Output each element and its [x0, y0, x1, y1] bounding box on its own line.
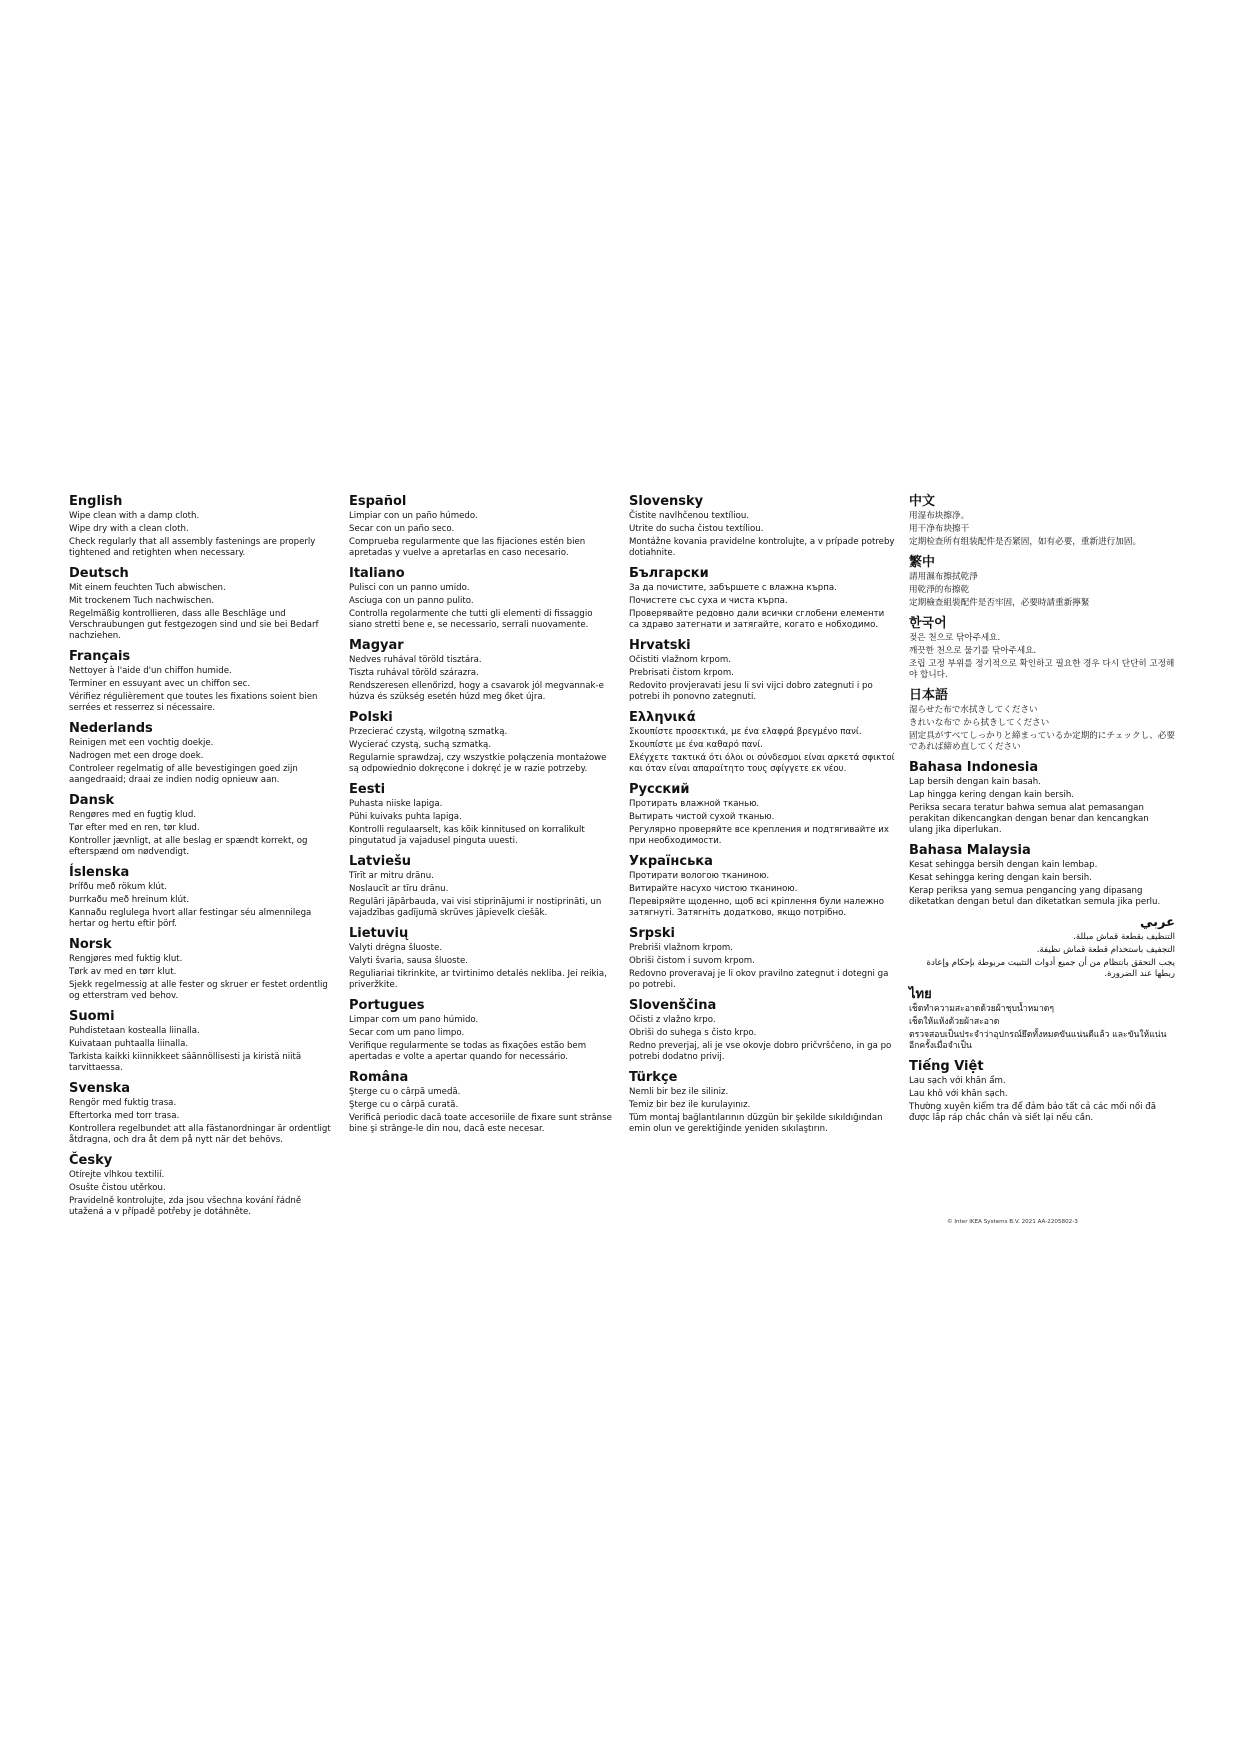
instruction-line: Montážne kovania pravidelne kontrolujte, a v prípade potreby dotiahnite.: [629, 537, 895, 558]
language-section: [909, 843, 1175, 908]
instruction-line: Secar con un paño seco.: [349, 524, 455, 534]
instruction-line: 깨끗한 천으로 물기를 닦아주세요.: [909, 646, 1037, 656]
language-heading: عربي: [1139, 915, 1175, 930]
language-section: [909, 494, 1175, 548]
instruction-line: Kannaðu reglulega hvort allar festingar séu almennilega hertar og hertu eftir þörf.: [69, 908, 312, 929]
instruction-line: 조립 고정 부위를 정기적으로 확인하고 필요한 경우 다시 단단히 고정해야 합니다.: [909, 659, 1175, 680]
language-heading: Srpski: [629, 926, 675, 941]
language-section: [349, 854, 615, 919]
instruction-line: 젖은 천으로 닦아주세요.: [909, 633, 1001, 643]
instruction-line: Controlla regolarmente che tutti gli elementi di fissaggio siano stretti bene e, se necessario, serrali nuovamente.: [349, 609, 593, 630]
language-heading: Suomi: [69, 1009, 115, 1024]
language-section: [69, 566, 335, 642]
language-heading: Bahasa Malaysia: [909, 843, 1031, 858]
instruction-line: Mit trockenem Tuch nachwischen.: [69, 596, 215, 606]
instruction-line: Протирати вологою тканиною.: [629, 871, 770, 881]
language-section: [629, 494, 895, 559]
instruction-line: Regelmäßig kontrollieren, dass alle Beschläge und Verschraubungen gut festgezogen sind und sie bei Bedarf nachziehen.: [69, 609, 319, 641]
instruction-line: Kerap periksa yang semua pengancing yang dipasang diketatkan dengan betul dan diketatkan semula jika perlu.: [909, 886, 1161, 907]
instruction-line: 定期檢查組裝配件是否牢固，必要時請重新擰緊: [909, 598, 1090, 608]
column-4: [909, 494, 1189, 1225]
instruction-line: Þrífðu með rökum klút.: [69, 882, 168, 892]
instruction-line: Vérifiez régulièrement que toutes les fixations soient bien serrées et resserrez si nécessaire.: [69, 692, 318, 713]
instruction-line: Reguliariai tikrinkite, ar tvirtinimo detalės nekliba. Jei reikia, priveržkite.: [349, 969, 607, 990]
language-section: [69, 1153, 335, 1218]
instruction-line: Nedves ruhával töröld tisztára.: [349, 655, 482, 665]
instruction-line: Obriši do suhega s čisto krpo.: [629, 1028, 757, 1038]
instruction-line: Osušte čistou utěrkou.: [69, 1183, 166, 1193]
instruction-line: Pravidelně kontrolujte, zda jsou všechna kování řádně utažená a v případě potřeby je dotáhněte.: [69, 1196, 302, 1217]
instruction-line: Tüm montaj bağlantılarının düzgün bir şekilde sıkıldığından emin olun ve gerektiğinde yeniden sıkılaştırın.: [629, 1113, 883, 1134]
language-heading: Româna: [349, 1070, 409, 1085]
instruction-line: Þurrkaðu með hreinum klút.: [69, 895, 190, 905]
instruction-line: Şterge cu o cârpă curată.: [349, 1100, 459, 1110]
column-2: [349, 494, 629, 1225]
instruction-line: Kesat sehingga bersih dengan kain lembap.: [909, 860, 1098, 870]
instruction-line: Wycierać czystą, suchą szmatką.: [349, 740, 492, 750]
language-section: [69, 1009, 335, 1074]
instruction-line: Utrite do sucha čistou textíliou.: [629, 524, 764, 534]
language-section: [349, 782, 615, 847]
instruction-line: Rengör med fuktig trasa.: [69, 1098, 177, 1108]
instruction-line: Limpiar con un paño húmedo.: [349, 511, 478, 521]
language-heading: Magyar: [349, 638, 404, 653]
instruction-line: Вытирать чистой сухой тканью.: [629, 812, 775, 822]
language-heading: Español: [349, 494, 407, 509]
instruction-line: Valyti švaria, sausa šluoste.: [349, 956, 469, 966]
instruction-line: 用乾淨的布擦乾: [909, 585, 970, 595]
instruction-line: Przecierać czystą, wilgotną szmatką.: [349, 727, 508, 737]
instruction-line: Витирайте насухо чистою тканиною.: [629, 884, 798, 894]
instruction-line: Tør efter med en ren, tør klud.: [69, 823, 200, 833]
instruction-line: Lap hingga kering dengan kain bersih.: [909, 790, 1075, 800]
instruction-line: Kuivataan puhtaalla liinalla.: [69, 1039, 189, 1049]
instruction-line: Terminer en essuyant avec un chiffon sec.: [69, 679, 251, 689]
instruction-line: Verifică periodic dacă toate accesoriile de fixare sunt strânse bine şi strânge-le din nou, dacă este necesar.: [349, 1113, 612, 1134]
instruction-line: Почистете със суха и чиста кърпа.: [629, 596, 788, 606]
instruction-line: Controleer regelmatig of alle bevestigingen goed zijn aangedraaid; draai ze indien nodig opnieuw aan.: [69, 764, 298, 785]
copyright-notice: © Inter IKEA Systems B.V. 2021 AA-2205802-3: [947, 1219, 1078, 1225]
language-heading: Svenska: [69, 1081, 131, 1096]
instruction-line: Nettoyer à l'aide d'un chiffon humide.: [69, 666, 232, 676]
language-heading: English: [69, 494, 123, 509]
instruction-line: Pulisci con un panno umido.: [349, 583, 470, 593]
language-heading: Български: [629, 566, 709, 581]
instruction-line: يجب التحقق بانتظام من أن جميع أدوات التثبيت مربوطة بإحكام وإعادة ربطها عند الضرورة.: [926, 958, 1175, 979]
instruction-line: Mit einem feuchten Tuch abwischen.: [69, 583, 226, 593]
instruction-line: 用湿布块擦净。: [909, 511, 970, 521]
instruction-line: Temiz bir bez ile kurulayınız.: [629, 1100, 751, 1110]
language-section: [629, 710, 895, 775]
language-section: [629, 926, 895, 991]
instruction-line: Nadrogen met een droge doek.: [69, 751, 204, 761]
language-section: [349, 566, 615, 631]
instruction-line: きれいな布で から拭きしてください: [909, 718, 1050, 728]
instruction-line: Comprueba regularmente que las fijaciones estén bien apretadas y vuelve a apretarlas en caso necesario.: [349, 537, 586, 558]
instruction-line: Reinigen met een vochtig doekje.: [69, 738, 214, 748]
language-section: [629, 998, 895, 1063]
instruction-line: Redovno proveravaj je li okov pravilno zategnut i dotegni ga po potrebi.: [629, 969, 889, 990]
instruction-line: Tarkista kaikki kiinnikkeet säännöllisesti ja kiristä niitä tarvittaessa.: [69, 1052, 302, 1073]
column-3: [629, 494, 909, 1225]
instruction-line: Thường xuyên kiểm tra để đảm bảo tất cả các mối nối đã được lắp ráp chắc chắn và siết lại nếu cần.: [909, 1102, 1156, 1123]
instruction-line: 定期检查所有组装配件是否紧固，如有必要，重新进行加固。: [909, 537, 1142, 547]
instruction-line: Kontroller jævnligt, at alle beslag er spændt korrekt, og efterspænd om nødvendigt.: [69, 836, 308, 857]
instruction-line: Periksa secara teratur bahwa semua alat pemasangan perakitan dikencangkan dengan benar dan kencangkan ulang jika diperlukan.: [909, 803, 1149, 835]
instruction-line: Redovito provjeravati jesu li svi vijci dobro zategnuti i po potrebi ih ponovno zategnuti.: [629, 681, 873, 702]
language-section: [909, 760, 1175, 836]
language-section: [909, 688, 1175, 753]
instruction-line: Nemli bir bez ile siliniz.: [629, 1087, 729, 1097]
instruction-line: Kontrolli regulaarselt, kas kõik kinnitused on korralikult pingutatud ja vajadusel pinguta uuesti.: [349, 825, 585, 846]
instruction-line: Puhasta niiske lapiga.: [349, 799, 443, 809]
column-1: [69, 494, 349, 1225]
language-heading: Nederlands: [69, 721, 153, 736]
language-section: [909, 1059, 1175, 1124]
language-heading: Türkçe: [629, 1070, 678, 1085]
instruction-line: Проверявайте редовно дали всички сглобени елементи са здраво затегнати и затягайте, когато е нобходимо.: [629, 609, 885, 630]
language-heading: Portugues: [349, 998, 425, 1013]
instruction-line: Limpar com um pano húmido.: [349, 1015, 479, 1025]
instruction-line: Prebriši vlažnom krpom.: [629, 943, 734, 953]
language-heading: Norsk: [69, 937, 112, 952]
instruction-line: Sjekk regelmessig at alle fester og skruer er festet ordentlig og etterstram ved behov.: [69, 980, 328, 1001]
language-heading: Українська: [629, 854, 713, 869]
instruction-line: Regulāri jāpārbauda, vai visi stiprinājumi ir nostiprināti, un vajadzības gadījumā skrūves jāpievelk ciešāk.: [349, 897, 602, 918]
instruction-line: Перевіряйте щоденно, щоб всі кріплення були належно затягнуті. Затягніть додатково, якщо потрібно.: [629, 897, 885, 918]
language-section: [349, 926, 615, 991]
language-section: [349, 494, 615, 559]
instruction-line: Wipe clean with a damp cloth.: [69, 511, 200, 521]
instruction-line: Ελέγχετε τακτικά ότι όλοι οι σύνδεσμοι είναι αρκετά σφικτοί και όταν είναι απαραίτητο τους σφίγγετε εκ νέου.: [629, 753, 895, 774]
language-section: [629, 638, 895, 703]
instruction-line: التجفيف باستخدام قطعة قماش نظيفة.: [1036, 945, 1175, 955]
language-heading: Italiano: [349, 566, 405, 581]
instruction-line: เช็ดทำความสะอาดด้วยผ้าชุบน้ำหมาดๆ: [909, 1004, 1054, 1014]
instruction-line: Očisti z vlažno krpo.: [629, 1015, 716, 1025]
instruction-line: Tīrīt ar mitru drānu.: [349, 871, 434, 881]
instruction-line: Regularnie sprawdzaj, czy wszystkie połączenia montażowe są odpowiednio dokręcone i dokręć je w razie potrzeby.: [349, 753, 607, 774]
language-heading: Français: [69, 649, 131, 664]
instruction-line: Eftertorka med torr trasa.: [69, 1111, 180, 1121]
language-heading: Polski: [349, 710, 393, 725]
instruction-line: Asciuga con un panno pulito.: [349, 596, 474, 606]
instruction-line: Rendszeresen ellenőrizd, hogy a csavarok jól megvannak-e húzva és szükség esetén húzd meg őket újra.: [349, 681, 604, 702]
language-heading: Bahasa Indonesia: [909, 760, 1039, 775]
instruction-line: เช็ดให้แห้งด้วยผ้าสะอาด: [909, 1017, 1000, 1027]
instruction-line: Wipe dry with a clean cloth.: [69, 524, 189, 534]
instruction-line: Čistite navlhčenou textíliou.: [629, 511, 750, 521]
language-heading: Ελληνικά: [629, 710, 696, 725]
instruction-line: Rengøres med en fugtig klud.: [69, 810, 197, 820]
instruction-line: Obriši čistom i suvom krpom.: [629, 956, 755, 966]
language-section: [69, 494, 335, 559]
language-section: [69, 721, 335, 786]
language-section: [909, 915, 1175, 980]
language-heading: 中文: [909, 494, 936, 509]
language-section: [69, 793, 335, 858]
language-section: [349, 998, 615, 1063]
instruction-line: 用干净布块擦干: [909, 524, 970, 534]
language-heading: Русский: [629, 782, 690, 797]
instruction-line: Şterge cu o cârpă umedă.: [349, 1087, 461, 1097]
language-section: [909, 616, 1175, 681]
instruction-line: Tørk av med en tørr klut.: [69, 967, 177, 977]
language-section: [349, 638, 615, 703]
language-heading: Česky: [69, 1153, 113, 1168]
instruction-line: Secar com um pano limpo.: [349, 1028, 465, 1038]
language-heading: Deutsch: [69, 566, 129, 581]
instruction-line: Tiszta ruhával töröld szárazra.: [349, 668, 479, 678]
language-section: [629, 854, 895, 919]
instruction-line: Prebrisati čistom krpom.: [629, 668, 734, 678]
instruction-line: Puhdistetaan kostealla liinalla.: [69, 1026, 200, 1036]
instruction-line: Verifique regularmente se todas as fixações estão bem apertadas e volte a apertar quando for necessário.: [349, 1041, 587, 1062]
language-section: [69, 1081, 335, 1146]
language-heading: 한국어: [909, 616, 947, 631]
language-heading: Tiếng Việt: [909, 1059, 984, 1074]
instruction-line: 固定具がすべてしっかりと締まっているか定期的にチェックし、必要であれば締め直してください: [909, 731, 1175, 752]
instruction-line: За да почистите, забършете с влажна кърпа.: [629, 583, 837, 593]
instruction-line: Redno preverjaj, ali je vse okovje dobro pričvrščeno, in ga po potrebi dodatno privij.: [629, 1041, 892, 1062]
language-heading: ไทย: [909, 987, 932, 1002]
instruction-line: Lau sạch với khăn ẩm.: [909, 1076, 1006, 1086]
language-section: [629, 1070, 895, 1135]
language-heading: Lietuvių: [349, 926, 409, 941]
language-section: [69, 937, 335, 1002]
instruction-line: Valyti drėgna šluoste.: [349, 943, 443, 953]
language-heading: Dansk: [69, 793, 115, 808]
instruction-line: التنظيف بقطعة قماش مبللة.: [1073, 932, 1175, 942]
language-section: [909, 555, 1175, 609]
language-heading: Íslenska: [69, 865, 130, 880]
instruction-line: Očistiti vlažnom krpom.: [629, 655, 731, 665]
language-heading: Slovensky: [629, 494, 704, 509]
language-heading: Hrvatski: [629, 638, 691, 653]
instruction-line: Регулярно проверяйте все крепления и подтягивайте их при необходимости.: [629, 825, 889, 846]
instruction-line: Kontrollera regelbundet att alla fästanordningar är ordentligt åtdragna, och dra åt dem på nytt när det behövs.: [69, 1124, 331, 1145]
instruction-line: Lau khô với khăn sạch.: [909, 1089, 1008, 1099]
language-heading: Latviešu: [349, 854, 412, 869]
language-section: [349, 1070, 615, 1135]
language-heading: Eesti: [349, 782, 386, 797]
language-section: [629, 566, 895, 631]
language-section: [69, 865, 335, 930]
instruction-line: 請用濕布擦拭乾淨: [909, 572, 978, 582]
instruction-line: Kesat sehingga kering dengan kain bersih.: [909, 873, 1092, 883]
instruction-line: Otírejte vlhkou textilií.: [69, 1170, 165, 1180]
instruction-line: Σκουπίστε προσεκτικά, με ένα ελαφρά βρεγμένο πανί.: [629, 727, 862, 737]
language-heading: 日本語: [909, 688, 949, 703]
language-heading: Slovenščina: [629, 998, 717, 1013]
language-heading: 繁中: [909, 555, 936, 570]
instruction-line: Pühi kuivaks puhta lapiga.: [349, 812, 462, 822]
language-section: [349, 710, 615, 775]
instruction-line: ตรวจสอบเป็นประจำว่าอุปกรณ์ยึดทั้งหมดขันแน่นดีแล้ว และขันให้แน่นอีกครั้งเมื่อจำเป็น: [909, 1030, 1167, 1051]
language-section: [909, 987, 1175, 1052]
language-section: [629, 782, 895, 847]
instruction-line: Протирать влажной тканью.: [629, 799, 760, 809]
language-section: [69, 649, 335, 714]
care-instructions: [69, 494, 1189, 1225]
instruction-line: 湿らせた布で水拭きしてください: [909, 705, 1038, 715]
instruction-line: Lap bersih dengan kain basah.: [909, 777, 1041, 787]
instruction-line: Σκουπίστε με ένα καθαρό πανί.: [629, 740, 763, 750]
instruction-line: Check regularly that all assembly fastenings are properly tightened and retighten when necessary.: [69, 537, 316, 558]
instruction-line: Rengjøres med fuktig klut.: [69, 954, 183, 964]
instruction-line: Noslaucīt ar tīru drānu.: [349, 884, 449, 894]
